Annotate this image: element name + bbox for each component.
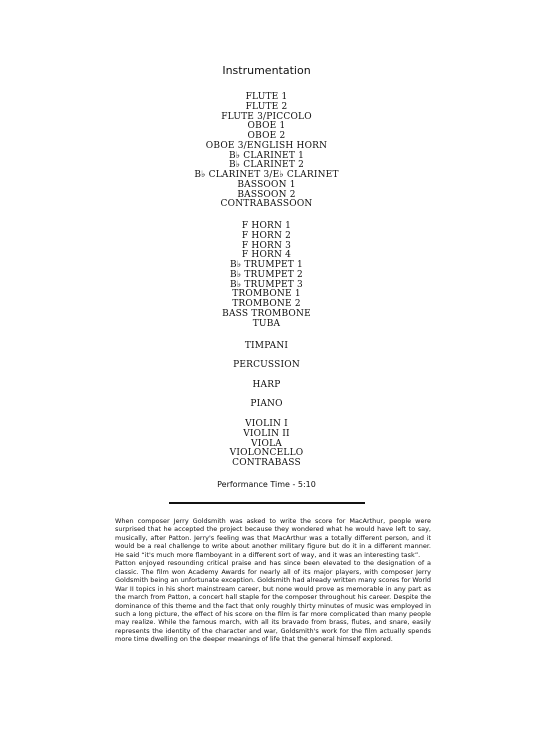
page-title: Instrumentation (222, 64, 311, 77)
instrument-item: F HORN 1 (241, 221, 292, 231)
strings-list (0, 420, 533, 469)
performance-time: Performance Time - 5:10 (217, 480, 316, 489)
instrument-item: BASSOON 2 (237, 189, 296, 200)
instrument-item: CONTRABASSOON (220, 199, 313, 210)
program-notes (115, 517, 431, 644)
instrument-item: TROMBONE 2 (232, 299, 301, 309)
instrument-item: F HORN 3 (241, 240, 292, 251)
instrument-item: B♭ TRUMPET 1 (230, 260, 303, 270)
instrument-item: VIOLA (251, 438, 282, 449)
instrument-item: FLUTE 3/PICCOLO (221, 111, 312, 122)
instrument-item: B♭ TRUMPET 2 (230, 269, 303, 280)
instrument-item: VIOLIN II (243, 428, 290, 439)
instrument-item: B♭ CLARINET 3/E♭ CLARINET (194, 170, 339, 180)
percussion-item: PERCUSSION (233, 360, 300, 370)
instrument-item: VIOLONCELLO (229, 448, 304, 459)
instrument-item: BASS TROMBONE (222, 308, 311, 319)
instrument-item: OBOE 1 (247, 121, 286, 132)
instrument-item: BASSOON 1 (237, 179, 296, 190)
instrument-item: TROMBONE 1 (232, 289, 301, 300)
instrument-item: VIOLIN I (245, 419, 288, 429)
instrument-item: B♭ CLARINET 2 (228, 160, 305, 171)
divider-rule (169, 502, 365, 504)
instrument-item: OBOE 3/ENGLISH HORN (205, 140, 328, 151)
woodwinds-list (0, 93, 533, 210)
notes-paragraph-1: When composer Jerry Goldsmith was asked to write the score for MacArthur, people were surprised that he accepted the project because they wondered what he would have left to say, musically, after Patton. Jerry's feeling was that MacArthur was a totally different person, and it would be a real challenge to write about another military figure but do it in a different manner. He said “it's much more flamboyant in a different sort of way, and it was an interesting task”. (115, 517, 431, 559)
timpani-item: TIMPANI (244, 341, 289, 351)
brass-list (0, 222, 533, 329)
instrument-item: FLUTE 1 (245, 92, 288, 102)
instrument-item: F HORN 2 (241, 230, 292, 241)
harp-item: HARP (252, 380, 281, 390)
notes-paragraph-2: Patton enjoyed resounding critical praise and has since been elevated to the designation of a classic. The film won Academy Awards for nearly all of its major players, with composer Jerry Goldsmith being an unfortunate exception. Goldsmith had already written many scores for World War II topics in his short mainstream career, but none would prove as memorable in any part as the march from Patton, a concert hall staple for the composer throughout his career. Despite the dominance of this theme and the fact that only roughly thirty minutes of music was employed in such a long picture, the effect of his score on the film is far more complicated than many people may realize. While the famous march, with all its bravado from brass, flutes, and snare, easily represents the identity of the character and war, Goldsmith's work for the film actually spends more time dwelling on the deeper meanings of life that the general himself explored. (115, 559, 431, 644)
instrument-item: F HORN 4 (241, 250, 292, 261)
instrument-item: OBOE 2 (247, 131, 286, 141)
instrument-item: TUBA (252, 318, 281, 329)
instrument-item: FLUTE 2 (245, 101, 288, 112)
instrument-item: CONTRABASS (232, 458, 301, 468)
piano-item: PIANO (250, 399, 283, 409)
instrument-item: B♭ TRUMPET 3 (230, 279, 303, 290)
instrument-item: B♭ CLARINET 1 (228, 150, 305, 161)
